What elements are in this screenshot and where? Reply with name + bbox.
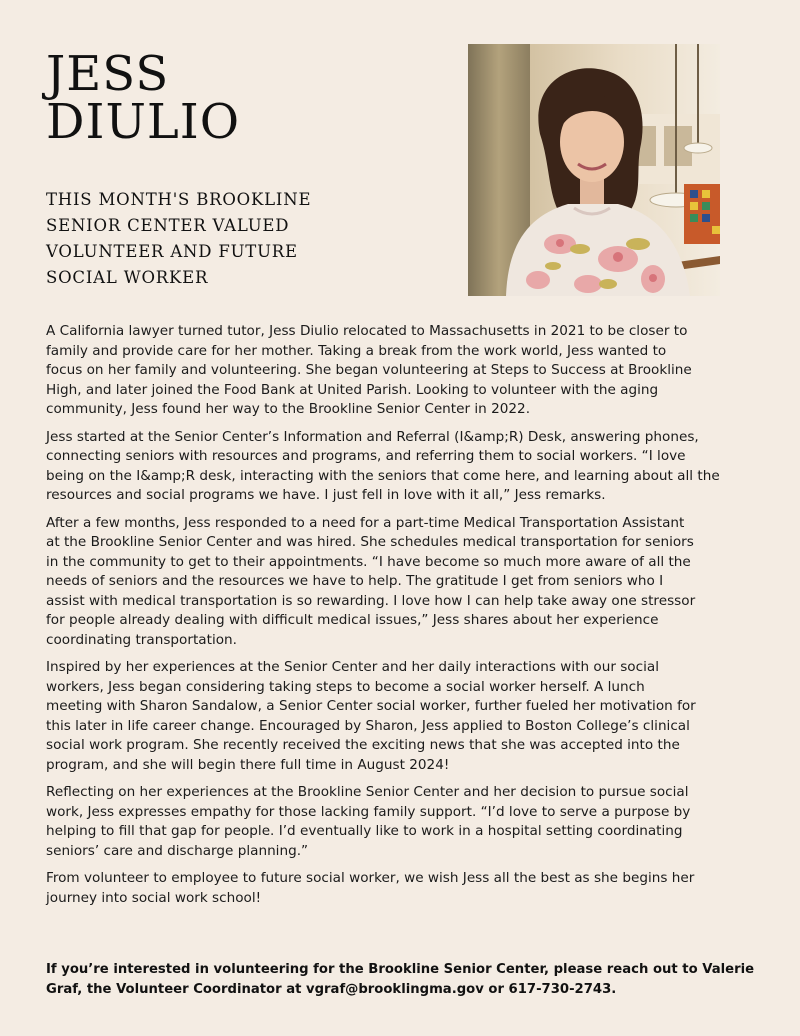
text-line: family and provide care for her mother. Taking a break from the work world, Jess wanted to	[46, 342, 667, 359]
text-line: meeting with Sharon Sandalow, a Senior Center social worker, further fueled her motivation for	[46, 698, 696, 714]
title-first-name: JESS	[46, 46, 170, 102]
paragraph	[46, 658, 768, 775]
paragraph	[46, 869, 768, 908]
text-line: helping to fill that gap for people. I’d eventually like to work in a hospital setting coordinating	[46, 823, 683, 839]
subtitle-line: SOCIAL WORKER	[46, 268, 209, 287]
text-line: this later in life career change. Encouraged by Sharon, Jess applied to Boston College’s clinical	[46, 717, 690, 734]
text-line: connecting seniors with resources and programs, and referring them to social workers. “I love	[46, 448, 686, 464]
paragraph	[46, 322, 768, 420]
text-line: High, and later joined the Food Bank at United Parish. Looking to volunteer with the aging	[46, 381, 659, 398]
page-title	[46, 46, 241, 150]
text-line: in the community to get to their appointments. “I have become so much more aware of all the	[46, 553, 691, 570]
text-line: work, Jess expresses empathy for those lacking family support. “I’d love to serve a purpose by	[46, 803, 691, 820]
subtitle-line: VOLUNTEER AND FUTURE	[46, 242, 298, 261]
subtitle-line: SENIOR CENTER VALUED	[46, 216, 290, 235]
text-line: From volunteer to employee to future social worker, we wish Jess all the best as she begins her	[46, 870, 695, 886]
subtitle-line: THIS MONTH'S BROOKLINE	[46, 190, 312, 209]
text-line: being on the I&amp;R desk, interacting with the seniors that come here, and learning about all the	[46, 467, 720, 484]
volunteer-call-to-action	[46, 960, 776, 1000]
text-line: workers, Jess began considering taking steps to become a social worker herself. A lunch	[46, 678, 645, 695]
title-last-name: DIULIO	[46, 94, 241, 150]
text-line: social work program. She recently received the exciting news that she was accepted into the	[46, 737, 680, 753]
text-line: for people already dealing with difficult medical issues,” Jess shares about her experience	[46, 612, 659, 628]
text-line: seniors’ care and discharge planning.”	[46, 842, 309, 859]
article-body	[46, 322, 768, 908]
text-line: A California lawyer turned tutor, Jess Diulio relocated to Massachusetts in 2021 to be closer to	[46, 323, 688, 339]
text-line: Reflecting on her experiences at the Brookline Senior Center and her decision to pursue social	[46, 784, 689, 800]
text-line: journey into social work school!	[46, 889, 262, 906]
text-line: Jess started at the Senior Center’s Information and Referral (I&amp;R) Desk, answering phones,	[46, 428, 699, 445]
portrait-photo	[468, 44, 720, 296]
text-line: community, Jess found her way to the Brookline Senior Center in 2022.	[46, 401, 531, 417]
text-line: needs of seniors and the resources we have to help. The gratitude I get from seniors who I	[46, 573, 664, 589]
text-line: at the Brookline Senior Center and was hired. She schedules medical transportation for seniors	[46, 534, 694, 550]
paragraph	[46, 514, 768, 651]
text-line: resources and social programs we have. I just fell in love with it all,” Jess remarks.	[46, 487, 606, 503]
paragraph	[46, 783, 768, 861]
text-line: program, and she will begin there full time in August 2024!	[46, 756, 450, 773]
paragraph	[46, 428, 768, 506]
text-line: coordinating transportation.	[46, 631, 237, 648]
cta-line: If you’re interested in volunteering for the Brookline Senior Center, please reach out to Valerie	[46, 962, 755, 977]
portrait-photo-illustration	[468, 44, 720, 296]
text-line: assist with medical transportation is so rewarding. I love how I can help take away one stressor	[46, 592, 696, 609]
cta-line: Graf, the Volunteer Coordinator at vgraf@brooklingma.gov or 617-730-2743.	[46, 982, 617, 997]
text-line: After a few months, Jess responded to a need for a part-time Medical Transportation Assistant	[46, 514, 685, 531]
text-line: Inspired by her experiences at the Senior Center and her daily interactions with our social	[46, 659, 659, 675]
text-line: focus on her family and volunteering. She began volunteering at Steps to Success at Brookline	[46, 362, 692, 378]
subtitle	[46, 187, 376, 291]
